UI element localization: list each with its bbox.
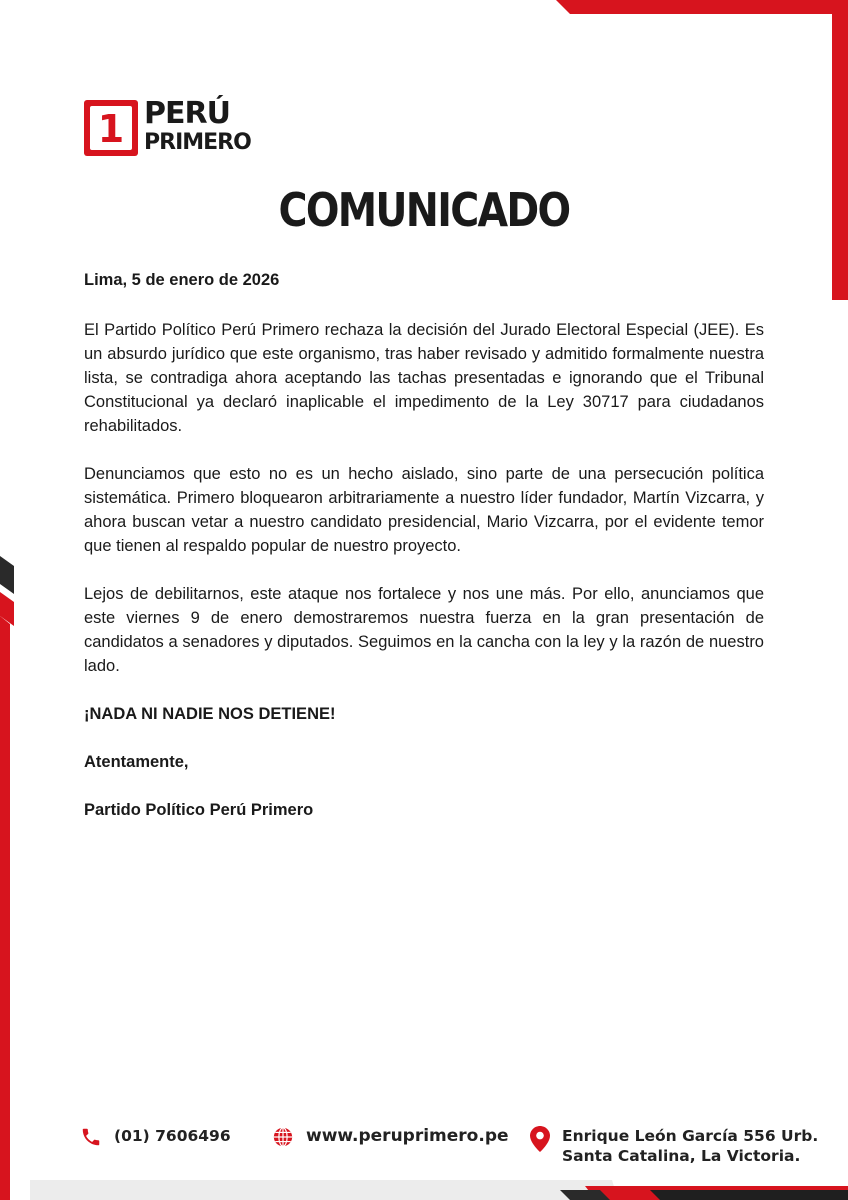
page-title: COMUNICADO (278, 183, 570, 237)
paragraph-2: Denunciamos que esto no es un hecho aislado, sino parte de una persecución política sistemática. Primero bloquearon arbitrariamente a nuestro líder fundador, Martín Vizcarra, y ahora buscan vetar a nuestro candidato presidencial, Mario Vizcarra, por el evidente temor que tienen al respaldo popular de nuestro proyecto. (84, 465, 764, 555)
statement-date: Lima, 5 de enero de 2026 (84, 271, 280, 289)
closing: Atentamente, (84, 753, 189, 771)
paragraph-3: Lejos de debilitarnos, este ataque nos fortalece y nos une más. Por ello, anunciamos que este viernes 9 de enero demostraremos nuestra fuerza en la gran presentación de candidatos a senadores y diputados. Seguimos en la cancha con la ley y la razón de nuestro lado. (84, 585, 764, 675)
address-line-2: Santa Catalina, La Victoria. (562, 1147, 801, 1165)
logo-number: 1 (97, 107, 125, 151)
logo-badge (84, 100, 138, 156)
footer-address (530, 1126, 818, 1166)
statement-body (84, 268, 764, 822)
globe-icon (272, 1126, 294, 1153)
party-logo (84, 98, 254, 158)
signature: Partido Político Perú Primero (84, 801, 314, 819)
footer-contact (0, 1122, 848, 1170)
paragraph-1: El Partido Político Perú Primero rechaza la decisión del Jurado Electoral Especial (JEE). Es un absurdo jurídico que este organismo, tras haber revisado y admitido formalmente nuestra lista, se contradiga ahora aceptando las tachas presentadas e ignorando que el Tribunal Constitucional ya declaró inaplicable el impedimento de la Ley 30717 para ciudadanos rehabilitados. (84, 321, 764, 435)
logo-word-peru: PERÚ (144, 96, 230, 131)
phone-number[interactable]: (01) 7606496 (114, 1127, 231, 1145)
footer-phone (80, 1126, 231, 1153)
website-link[interactable]: www.peruprimero.pe (306, 1126, 509, 1146)
footer-website (272, 1126, 509, 1153)
slogan: ¡NADA NI NADIE NOS DETIENE! (84, 705, 336, 723)
address-line-1: Enrique León García 556 Urb. (562, 1127, 819, 1145)
phone-icon (80, 1126, 102, 1153)
logo-word-primero: PRIMERO (144, 130, 251, 155)
location-pin-icon (530, 1126, 550, 1157)
